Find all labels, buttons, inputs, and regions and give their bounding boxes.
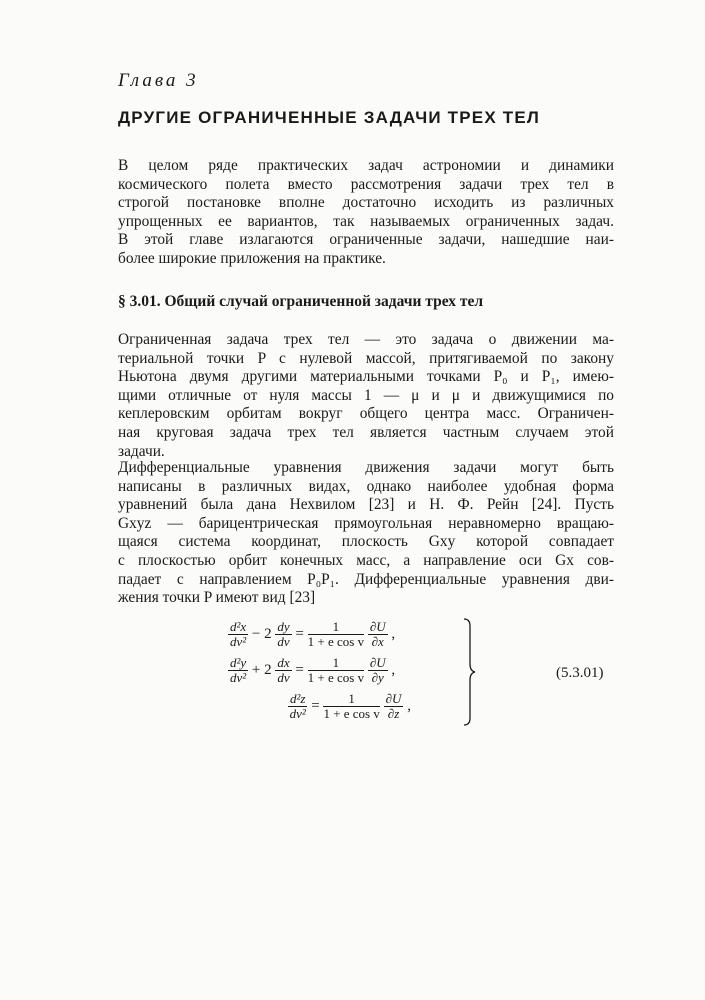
paragraph-1 [118,331,614,461]
fraction: $\frac{dx}{dv}$ [277,655,290,685]
text-line: более широкие приложения на практике. [118,249,386,267]
equation-3 [288,692,411,721]
text-line: уравнений была дана Нехвилом [23] и Н. Ф. Рейн [24]. Пусть [118,496,614,514]
fraction: $\frac{\partial U}{\partial y}$ [369,655,386,685]
operator: + 2 [251,661,272,678]
text-line: щими отличные от нуля массы 1 — μ и μ и движущимися по [118,386,614,404]
chapter-title: ДРУГИЕ ОГРАНИЧЕННЫЕ ЗАДАЧИ ТРЕХ ТЕЛ [118,108,541,127]
fraction: $\frac{\text{d²y}}{\text{dv²}}$ [230,655,247,685]
text-line: ная круговая задача трех тел является частным случаем этой [118,423,614,441]
text-line: Ньютона двумя другими материальными точками P₀ и P₁, имею- [118,368,614,386]
text-line: космического полета вместо рассмотрения задачи трех тел в [118,175,614,193]
text-line: В этой главе излагаются ограниченные задачи, нашедшие наи- [118,231,614,249]
text-line: задачи. [118,442,165,460]
equals-sign: = [295,661,304,678]
text-line: падает с направлением P₀P₁. Дифференциальные уравнения дви- [118,570,614,588]
text-line: Дифференциальные уравнения движения задачи могут быть [118,459,614,476]
equals-sign: = [311,697,320,714]
text-line: написаны в различных видах, однако наиболее удобная форма [118,477,614,495]
chapter-heading: Глава 3 [118,70,199,91]
comma: , [407,697,411,714]
fraction: $\frac{\partial U}{\partial z}$ [385,691,402,721]
text-line: Gxyz — барицентрическая прямоугольная неравномерно вращаю- [118,514,614,532]
fraction: $\frac{\partial U}{\partial x}$ [369,619,386,649]
intro-paragraph [118,157,614,269]
text-line: с плоскостью орбит конечных масс, а направление оси Gx сов- [118,551,614,569]
equation-1 [228,620,395,649]
right-brace-icon [462,618,476,726]
fraction: $\frac{dy}{dv}$ [277,619,290,649]
fraction: $\frac{\text{d²x}}{\text{dv²}}$ [230,619,247,649]
equals-sign: = [295,625,304,642]
text-line: В целом ряде практических задач астрономии и динамики [118,157,614,174]
text-line: Ограниченная задача трех тел — это задача о движении ма- [118,331,614,348]
text-line: териальной точки P с нулевой массой, притягиваемой по закону [118,349,614,367]
text-line: кеплеровским орбитам вокруг общего центра масс. Ограничен- [118,405,614,423]
text-line: упрощенных ее вариантов, так называемых ограниченных задач. [118,212,614,230]
operator: − 2 [251,625,272,642]
equation-number: (5.3.01) [556,665,604,681]
text-line: щаяся система координат, плоскость Gxy которой совпадает [118,533,614,551]
fraction: $\frac{1}{\text{1 + e cos v}}$ [307,655,365,685]
fraction: $\frac{1}{\text{1 + e cos v}}$ [323,691,380,721]
section-title: § 3.01. Общий случай ограниченной задачи трех тел [118,293,484,310]
equation-2 [228,656,395,685]
comma: , [391,661,396,678]
text-line: строгой постановке вполне достаточно исходить из различных [118,194,614,212]
comma: , [391,625,396,642]
fraction: $\frac{\text{d²z}}{\text{dv²}}$ [289,691,306,721]
fraction: $\frac{1}{\text{1 + e cos v}}$ [307,619,365,649]
paragraph-2 [118,459,614,608]
text-line: жения точки P имеют вид [23] [118,589,316,607]
